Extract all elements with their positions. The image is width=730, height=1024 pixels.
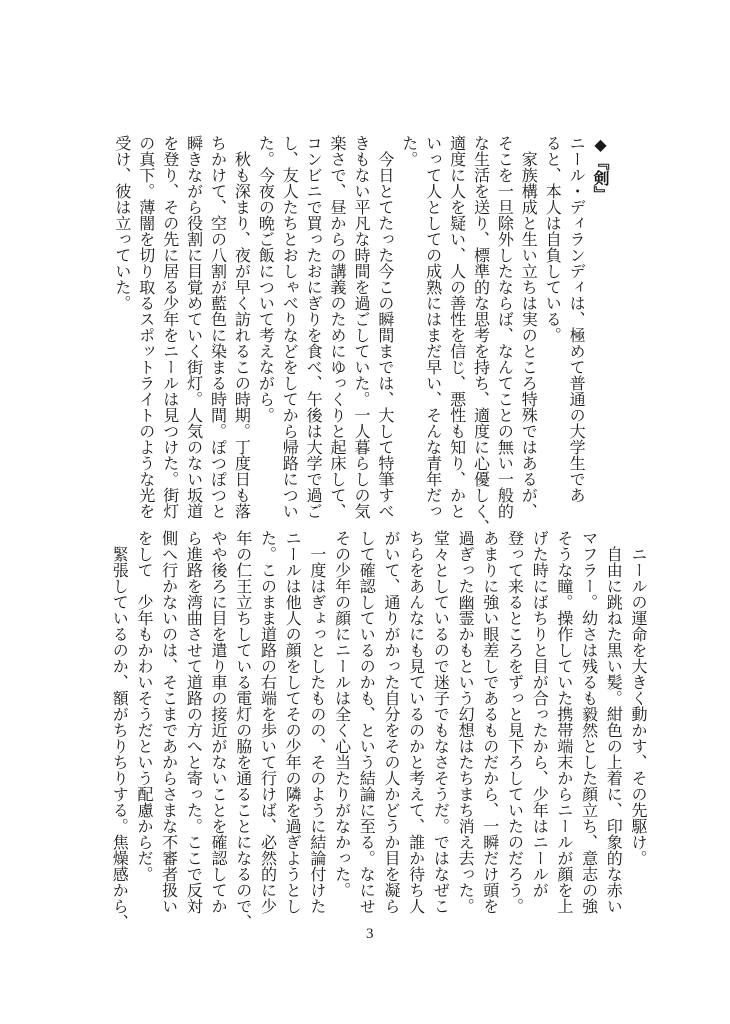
text-column: ニールの運命を大きく動かす、その先駆け。 [629,530,648,866]
text-column: の真下。薄闇を切り取るスポットライトのような光を [136,135,156,519]
text-column: がいて、通りがかった自分をその人かどうか目を凝ら [381,530,401,914]
text-column: いって人としての成熟にはまだ早い、そんな青年だっ [423,135,443,519]
text-column: 受け、彼は立っていた。 [112,135,132,311]
text-column: をして 少年もかわいそうだという配慮からだ。 [134,530,154,882]
text-column: 秋も深まり、夜が早く訪れるこの時期。丁度日も落 [232,135,252,519]
text-column: ちかけて、空の八割が藍色に染まる時間。ぽつぽつと [208,135,228,519]
text-column: やや後ろに目を遣り車の接近がないことを確認してか [209,530,229,914]
text-column: ニール・ディランディは、極めて普通の大学生であ [567,135,587,503]
text-column: 瞬きながら役割に目覚めていく街灯。人気のない坂道 [184,135,204,519]
bottom-text-block [107,530,650,930]
page-number: 3 [366,926,374,942]
text-column: を登り、その先に居る少年をニールは見つけた。街灯 [160,135,180,519]
text-column: ちらをあんなにも見ているのかと考えて、誰か待ち人 [406,530,426,914]
text-column: 年の仁王立ちしている電灯の脇を通ることになるので、 [233,530,253,930]
text-column: 側へ行かないのは、そこまであからさまな不審者扱い [159,530,179,914]
text-column: ると、本人は自負している。 [543,135,563,343]
text-column: 一度はぎょっとしたものの、そのように結論付けた [307,530,327,914]
text-column: コンビニで買ったおにぎりを食べ、午後は大学で過ご [304,135,324,519]
text-column: 過ぎった幽霊かもという幻想はたちまち消え去った。 [456,530,476,914]
text-column: 緊張しているのか、額がちりちりする。焦燥感から、 [110,530,130,930]
text-column: して確認しているのかも、という結論に至る。なにせ [357,530,377,914]
text-column: 楽さで、昼からの講義のためにゆっくりと起床して、 [328,135,348,519]
text-column: げた時にばちりと目が合ったから、少年はニールが [530,530,550,898]
top-text-block [110,135,612,535]
text-column: そこを一旦除外したならば、なんてことの無い一般的 [495,135,515,519]
text-column: 家族構成と生い立ちは実のところ特殊ではあるが、 [519,135,539,519]
text-column: そうな瞳。操作していた携帯端末からニールが顔を上 [554,530,574,914]
text-column: その少年の顔にニールは全く心当たりがなかった。 [332,530,352,898]
text-column: あまりに強い眼差しであるものだから、一瞬だけ頭を [480,530,500,914]
text-column: た。このまま道路の右端を歩いて行けば、必然的に少 [258,530,278,914]
text-column: な生活を送り、標準的な思考を持ち、適度に心優しく、 [471,135,491,535]
text-column: 適度に人を疑い、人の善性を信じ、悪性も知り、かと [447,135,467,519]
text-column: 登って来るところをずっと見下ろしていたのだろう。 [505,530,525,914]
text-column: 自由に跳ねた黒い髪。紺色の上着に、印象的な赤い [604,530,624,914]
text-column: た。 [399,135,419,167]
text-column: 今日とてたった今この瞬間までは、大して特筆すべ [375,135,395,519]
section-title: ◆『剣』 [591,135,610,202]
text-column: きもない平凡な時間を過ごしていた。一人暮らしの気 [351,135,371,519]
text-column: 堂々としているので迷子でもなさそうだ。ではなぜこ [431,530,451,914]
text-column: た。今夜の晩ご飯について考えながら。 [256,135,276,423]
text-column: ニールは他人の顔をしてその少年の隣を過ぎようとし [283,530,303,914]
text-column: マフラー。幼さは残るも毅然とした顔立ち、意志の強 [579,530,599,914]
text-column: ら進路を湾曲させて道路の方へと寄った。ここで反対 [184,530,204,914]
text-column: し、友人たちとおしゃべりなどをしてから帰路につい [280,135,300,519]
